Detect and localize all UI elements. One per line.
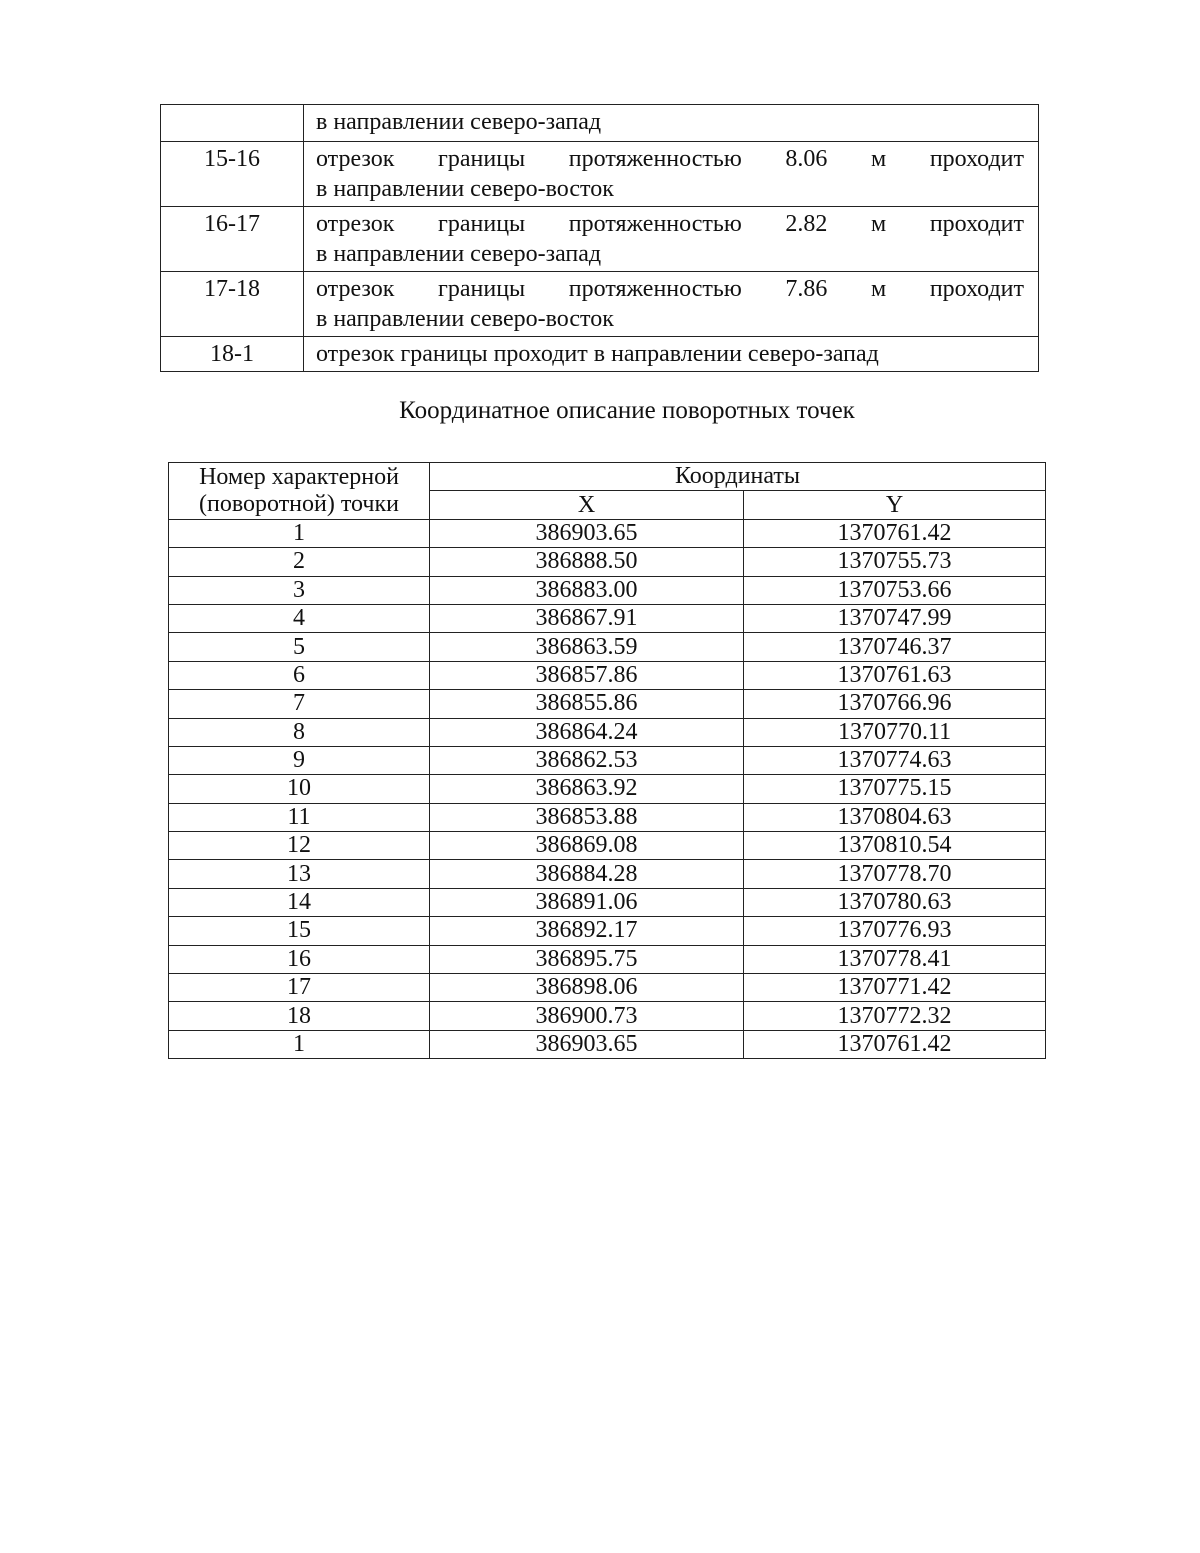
boundary-segments-table <box>160 104 1039 372</box>
coordinates-title: Координатное описание поворотных точек <box>399 397 855 424</box>
point-number: 5 <box>169 633 430 661</box>
point-number: 2 <box>169 548 430 576</box>
x-coordinate: 386884.28 <box>430 860 744 888</box>
y-coordinate: 1370770.11 <box>744 718 1046 746</box>
point-number: 18 <box>169 1002 430 1030</box>
point-number: 12 <box>169 832 430 860</box>
table-row <box>169 832 1046 860</box>
table-row <box>169 576 1046 604</box>
x-coordinate: 386863.92 <box>430 775 744 803</box>
point-number: 1 <box>169 1030 430 1058</box>
segment-description <box>304 207 1039 272</box>
x-header: X <box>430 491 744 519</box>
y-header: Y <box>744 491 1046 519</box>
point-number: 7 <box>169 690 430 718</box>
x-coordinate: 386900.73 <box>430 1002 744 1030</box>
x-coordinate: 386891.06 <box>430 888 744 916</box>
y-coordinate: 1370810.54 <box>744 832 1046 860</box>
segment-text-line: в направлении северо-восток <box>316 176 614 202</box>
x-coordinate: 386864.24 <box>430 718 744 746</box>
y-coordinate: 1370775.15 <box>744 775 1046 803</box>
segment-text-line: отрезок границы протяженностью 8.06 м проходит <box>316 146 1024 172</box>
segment-id: 16-17 <box>161 207 304 272</box>
x-coordinate: 386895.75 <box>430 945 744 973</box>
x-coordinate: 386883.00 <box>430 576 744 604</box>
point-number: 4 <box>169 604 430 632</box>
y-coordinate: 1370772.32 <box>744 1002 1046 1030</box>
y-coordinate: 1370778.70 <box>744 860 1046 888</box>
coordinates-body <box>169 519 1046 1058</box>
table-row <box>169 661 1046 689</box>
table-row <box>169 1030 1046 1058</box>
table-row <box>169 548 1046 576</box>
segment-row <box>161 272 1039 337</box>
segment-id <box>161 105 304 142</box>
coordinates-header: Координаты <box>430 463 1046 491</box>
segment-text-line: отрезок границы протяженностью 7.86 м проходит <box>316 276 1024 302</box>
point-number: 14 <box>169 888 430 916</box>
table-row <box>169 633 1046 661</box>
segment-id: 15-16 <box>161 142 304 207</box>
table-row <box>169 746 1046 774</box>
y-coordinate: 1370755.73 <box>744 548 1046 576</box>
table-row <box>169 1002 1046 1030</box>
y-coordinate: 1370746.37 <box>744 633 1046 661</box>
y-coordinate: 1370804.63 <box>744 803 1046 831</box>
x-coordinate: 386853.88 <box>430 803 744 831</box>
point-number: 11 <box>169 803 430 831</box>
segment-row <box>161 105 1039 142</box>
point-number: 8 <box>169 718 430 746</box>
table-row <box>169 945 1046 973</box>
point-number-header <box>169 463 430 520</box>
point-number: 15 <box>169 917 430 945</box>
segment-description <box>304 337 1039 372</box>
y-coordinate: 1370778.41 <box>744 945 1046 973</box>
point-number: 3 <box>169 576 430 604</box>
table-row <box>169 803 1046 831</box>
point-number: 10 <box>169 775 430 803</box>
table-row <box>169 775 1046 803</box>
coordinates-table <box>168 462 1046 1059</box>
segment-description <box>304 142 1039 207</box>
y-coordinate: 1370753.66 <box>744 576 1046 604</box>
segment-text-line: в направлении северо-запад <box>316 241 602 267</box>
segment-description <box>304 105 1039 142</box>
x-coordinate: 386862.53 <box>430 746 744 774</box>
x-coordinate: 386888.50 <box>430 548 744 576</box>
x-coordinate: 386855.86 <box>430 690 744 718</box>
table-row <box>169 519 1046 547</box>
coordinates-header-row <box>169 463 1046 491</box>
segment-row <box>161 207 1039 272</box>
point-number: 9 <box>169 746 430 774</box>
table-row <box>169 690 1046 718</box>
table-row <box>169 604 1046 632</box>
segment-text-line: отрезок границы протяженностью 2.82 м проходит <box>316 211 1024 237</box>
y-coordinate: 1370776.93 <box>744 917 1046 945</box>
table-row <box>169 888 1046 916</box>
x-coordinate: 386903.65 <box>430 519 744 547</box>
table-row <box>169 974 1046 1002</box>
segment-description <box>304 272 1039 337</box>
y-coordinate: 1370761.42 <box>744 1030 1046 1058</box>
y-coordinate: 1370780.63 <box>744 888 1046 916</box>
point-number: 13 <box>169 860 430 888</box>
table-row <box>169 718 1046 746</box>
x-coordinate: 386869.08 <box>430 832 744 860</box>
y-coordinate: 1370766.96 <box>744 690 1046 718</box>
y-coordinate: 1370761.63 <box>744 661 1046 689</box>
point-header-line: Номер характерной <box>199 463 399 490</box>
x-coordinate: 386857.86 <box>430 661 744 689</box>
point-number: 17 <box>169 974 430 1002</box>
segment-text-line: отрезок границы проходит в направлении северо-запад <box>316 341 879 367</box>
segment-text-line: в направлении северо-восток <box>316 306 614 332</box>
point-number: 6 <box>169 661 430 689</box>
segment-id: 18-1 <box>161 337 304 372</box>
table-row <box>169 917 1046 945</box>
x-coordinate: 386863.59 <box>430 633 744 661</box>
y-coordinate: 1370774.63 <box>744 746 1046 774</box>
x-coordinate: 386892.17 <box>430 917 744 945</box>
segment-row <box>161 337 1039 372</box>
x-coordinate: 386867.91 <box>430 604 744 632</box>
segment-row <box>161 142 1039 207</box>
table-row <box>169 860 1046 888</box>
point-number: 1 <box>169 519 430 547</box>
segment-text-line: в направлении северо-запад <box>316 109 602 135</box>
x-coordinate: 386903.65 <box>430 1030 744 1058</box>
y-coordinate: 1370747.99 <box>744 604 1046 632</box>
point-header-line: (поворотной) точки <box>199 490 399 517</box>
y-coordinate: 1370771.42 <box>744 974 1046 1002</box>
x-coordinate: 386898.06 <box>430 974 744 1002</box>
point-number: 16 <box>169 945 430 973</box>
segment-id: 17-18 <box>161 272 304 337</box>
y-coordinate: 1370761.42 <box>744 519 1046 547</box>
